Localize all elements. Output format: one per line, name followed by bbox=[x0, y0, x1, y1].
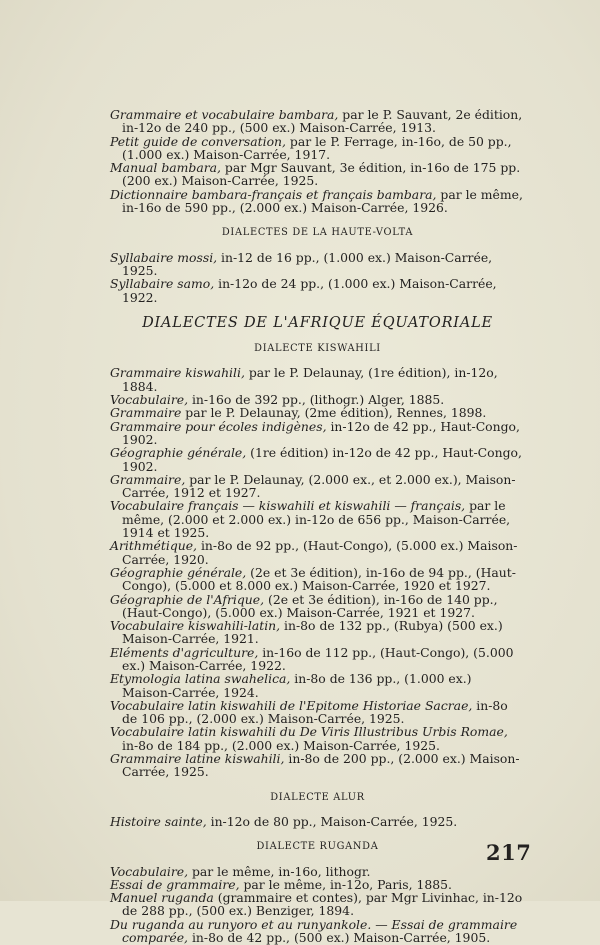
bibliography-entry bbox=[110, 277, 525, 304]
entry-details: par le même, in-12o, Paris, 1885. bbox=[239, 876, 452, 892]
entry-title: Grammaire latine kiswahili, bbox=[110, 751, 285, 767]
bibliography-entry bbox=[110, 135, 525, 162]
bibliography-entry bbox=[110, 188, 525, 215]
bibliography-entry bbox=[110, 161, 525, 188]
entry-title: Arithmétique, bbox=[110, 538, 198, 554]
bibliography-entry bbox=[110, 566, 525, 593]
entry-title: Grammaire, bbox=[110, 471, 186, 487]
entry-title: Petit guide de conversation, bbox=[110, 133, 286, 149]
subsection-heading-ruganda: DIALECTE RUGANDA bbox=[256, 841, 379, 853]
entry-title: Vocabulaire, bbox=[110, 392, 189, 408]
entry-title: Géographie générale, bbox=[110, 445, 247, 461]
bibliography-entry bbox=[110, 473, 525, 500]
entry-title: Essai de grammaire, bbox=[110, 876, 240, 892]
bibliography-entry bbox=[110, 406, 525, 419]
page-number: 217 bbox=[486, 840, 532, 865]
bibliography-entry bbox=[110, 108, 525, 135]
entry-details: par le même, in-16o de 590 pp., (2.000 ex.) Maison-Carrée, 1926. bbox=[122, 186, 523, 216]
bibliography-entry bbox=[110, 593, 525, 620]
entry-title: Vocabulaire kiswahili-latin, bbox=[110, 618, 281, 634]
entry-title: Du ruganda au runyoro et au runyankole. — Essai de grammaire comparée, bbox=[110, 916, 518, 945]
entry-details: in-8o de 106 pp., (2.000 ex.) Maison-Carrée, 1925. bbox=[122, 697, 508, 727]
entry-title: Grammaire pour écoles indigènes, bbox=[110, 418, 327, 434]
entry-title: Syllabaire mossi, bbox=[110, 249, 218, 265]
entry-details: in-8o de 136 pp., (1.000 ex.) Maison-Carrée, 1924. bbox=[122, 671, 472, 700]
subsection-heading-kiswahili: DIALECTE KISWAHILI bbox=[254, 343, 381, 355]
bibliography-entry bbox=[110, 251, 525, 278]
entry-title: Géographie de l'Afrique, bbox=[110, 591, 265, 607]
bibliography-entry bbox=[110, 672, 525, 699]
entry-title: Histoire sainte, bbox=[110, 813, 207, 829]
entry-details: in-8o de 42 pp., (500 ex.) Maison-Carrée, 1905. bbox=[188, 930, 491, 945]
entry-title: Dictionnaire bambara-français et français bambara, bbox=[110, 186, 437, 202]
bibliography-entry bbox=[110, 891, 525, 918]
bibliography-entry bbox=[110, 393, 525, 406]
entry-title: Vocabulaire latin kiswahili de l'Epitome Historiae Sacrae, bbox=[110, 697, 473, 713]
entry-details: par le P. Delaunay, (1re édition), in-12o, 1884. bbox=[122, 365, 498, 394]
bibliography-entry bbox=[110, 699, 525, 726]
bibliography-entry bbox=[110, 918, 525, 945]
bibliography-entry bbox=[110, 815, 525, 828]
entry-details: par le même, in-16o, lithogr. bbox=[188, 863, 371, 879]
entry-details: in-12o de 24 pp., (1.000 ex.) Maison-Carrée, 1922. bbox=[122, 276, 497, 305]
bibliography-entry bbox=[110, 752, 525, 779]
entry-title: Vocabulaire français — kiswahili et kiswahili — français, bbox=[110, 498, 466, 514]
haute-volta-list bbox=[110, 251, 525, 304]
entry-title: Etymologia latina swahelica, bbox=[110, 671, 291, 687]
bibliography-entry bbox=[110, 878, 525, 891]
bambara-list bbox=[110, 108, 525, 214]
entry-title: Grammaire et vocabulaire bambara, bbox=[110, 107, 339, 122]
bibliography-entry bbox=[110, 446, 525, 473]
bibliography-entry bbox=[110, 646, 525, 673]
entry-details: (2e et 3e édition), in-16o de 94 pp., (Haut-Congo), (5.000 et 8.000 ex.) Maison-Carrée, 1920 et 1927. bbox=[122, 564, 516, 594]
kiswahili-list bbox=[110, 366, 525, 778]
entry-title: Manual bambara, bbox=[110, 160, 221, 176]
bibliography-entry bbox=[110, 539, 525, 566]
entry-title: Syllabaire samo, bbox=[110, 276, 215, 292]
entry-details: par le même, (2.000 et 2.000 ex.) in-12o de 656 pp., Maison-Carrée, 1914 et 1925. bbox=[122, 498, 511, 541]
entry-details: (1re édition) in-12o de 42 pp., Haut-Congo, 1902. bbox=[122, 445, 522, 474]
entry-details: in-12o de 80 pp., Maison-Carrée, 1925. bbox=[206, 813, 458, 829]
entry-details: (2e et 3e édition), in-16o de 140 pp., (Haut-Congo), (5.000 ex.) Maison-Carrée, 1921 et 1927. bbox=[122, 591, 498, 620]
entry-details: par le P. Sauvant, 2e édition, in-12o de 240 pp., (500 ex.) Maison-Carrée, 1913. bbox=[122, 107, 523, 136]
bibliography-entry bbox=[110, 366, 525, 393]
bibliography-entry bbox=[110, 420, 525, 447]
ruganda-list bbox=[110, 865, 525, 945]
entry-details: in-8o de 200 pp., (2.000 ex.) Maison-Carrée, 1925. bbox=[122, 751, 520, 780]
bibliography-entry bbox=[110, 725, 525, 752]
entry-details: (grammaire et contes), par Mgr Livinhac, in-12o de 288 pp., (500 ex.) Benziger, 1894. bbox=[122, 890, 523, 919]
entry-details: in-8o de 92 pp., (Haut-Congo), (5.000 ex.) Maison-Carrée, 1920. bbox=[122, 538, 518, 567]
subsection-heading-haute-volta: DIALECTES DE LA HAUTE-VOLTA bbox=[221, 227, 414, 239]
entry-details: par Mgr Sauvant, 3e édition, in-16o de 175 pp. (200 ex.) Maison-Carrée, 1925. bbox=[122, 160, 521, 189]
entry-details: in-8o de 132 pp., (Rubya) (500 ex.) Maison-Carrée, 1921. bbox=[122, 618, 503, 647]
bibliography-entry bbox=[110, 865, 525, 878]
entry-title: Vocabulaire, bbox=[110, 863, 189, 879]
entry-details: in-16o de 112 pp., (Haut-Congo), (5.000 ex.) Maison-Carrée, 1922. bbox=[122, 644, 514, 673]
section-heading: DIALECTES DE L'AFRIQUE ÉQUATORIALE bbox=[142, 314, 493, 331]
bibliography-entry bbox=[110, 619, 525, 646]
entry-details: in-16o de 392 pp., (lithogr.) Alger, 1885. bbox=[188, 392, 445, 408]
bibliography-entry bbox=[110, 499, 525, 539]
entry-title: Eléments d'agriculture, bbox=[110, 644, 259, 660]
entry-details: in-12 de 16 pp., (1.000 ex.) Maison-Carrée, 1925. bbox=[122, 249, 493, 278]
alur-list bbox=[110, 815, 525, 828]
page-content bbox=[110, 108, 525, 944]
entry-details: in-12o de 42 pp., Haut-Congo, 1902. bbox=[122, 418, 520, 447]
entry-title: Géographie générale, bbox=[110, 564, 247, 580]
entry-details: par le P. Delaunay, (2.000 ex., et 2.000 ex.), Maison-Carrée, 1912 et 1927. bbox=[122, 471, 516, 501]
entry-details: par le P. Ferrage, in-16o, de 50 pp., (1.000 ex.) Maison-Carrée, 1917. bbox=[122, 133, 512, 162]
entry-details: par le P. Delaunay, (2me édition), Rennes, 1898. bbox=[181, 405, 487, 421]
entry-details: in-8o de 184 pp., (2.000 ex.) Maison-Carrée, 1925. bbox=[122, 737, 440, 753]
entry-title: Manuel ruganda bbox=[110, 890, 214, 906]
entry-title: Vocabulaire latin kiswahili du De Viris Illustribus Urbis Romae, bbox=[110, 724, 508, 740]
entry-title: Grammaire kiswahili, bbox=[110, 365, 245, 381]
subsection-heading-alur: DIALECTE ALUR bbox=[270, 791, 365, 803]
entry-title: Grammaire bbox=[110, 405, 182, 421]
